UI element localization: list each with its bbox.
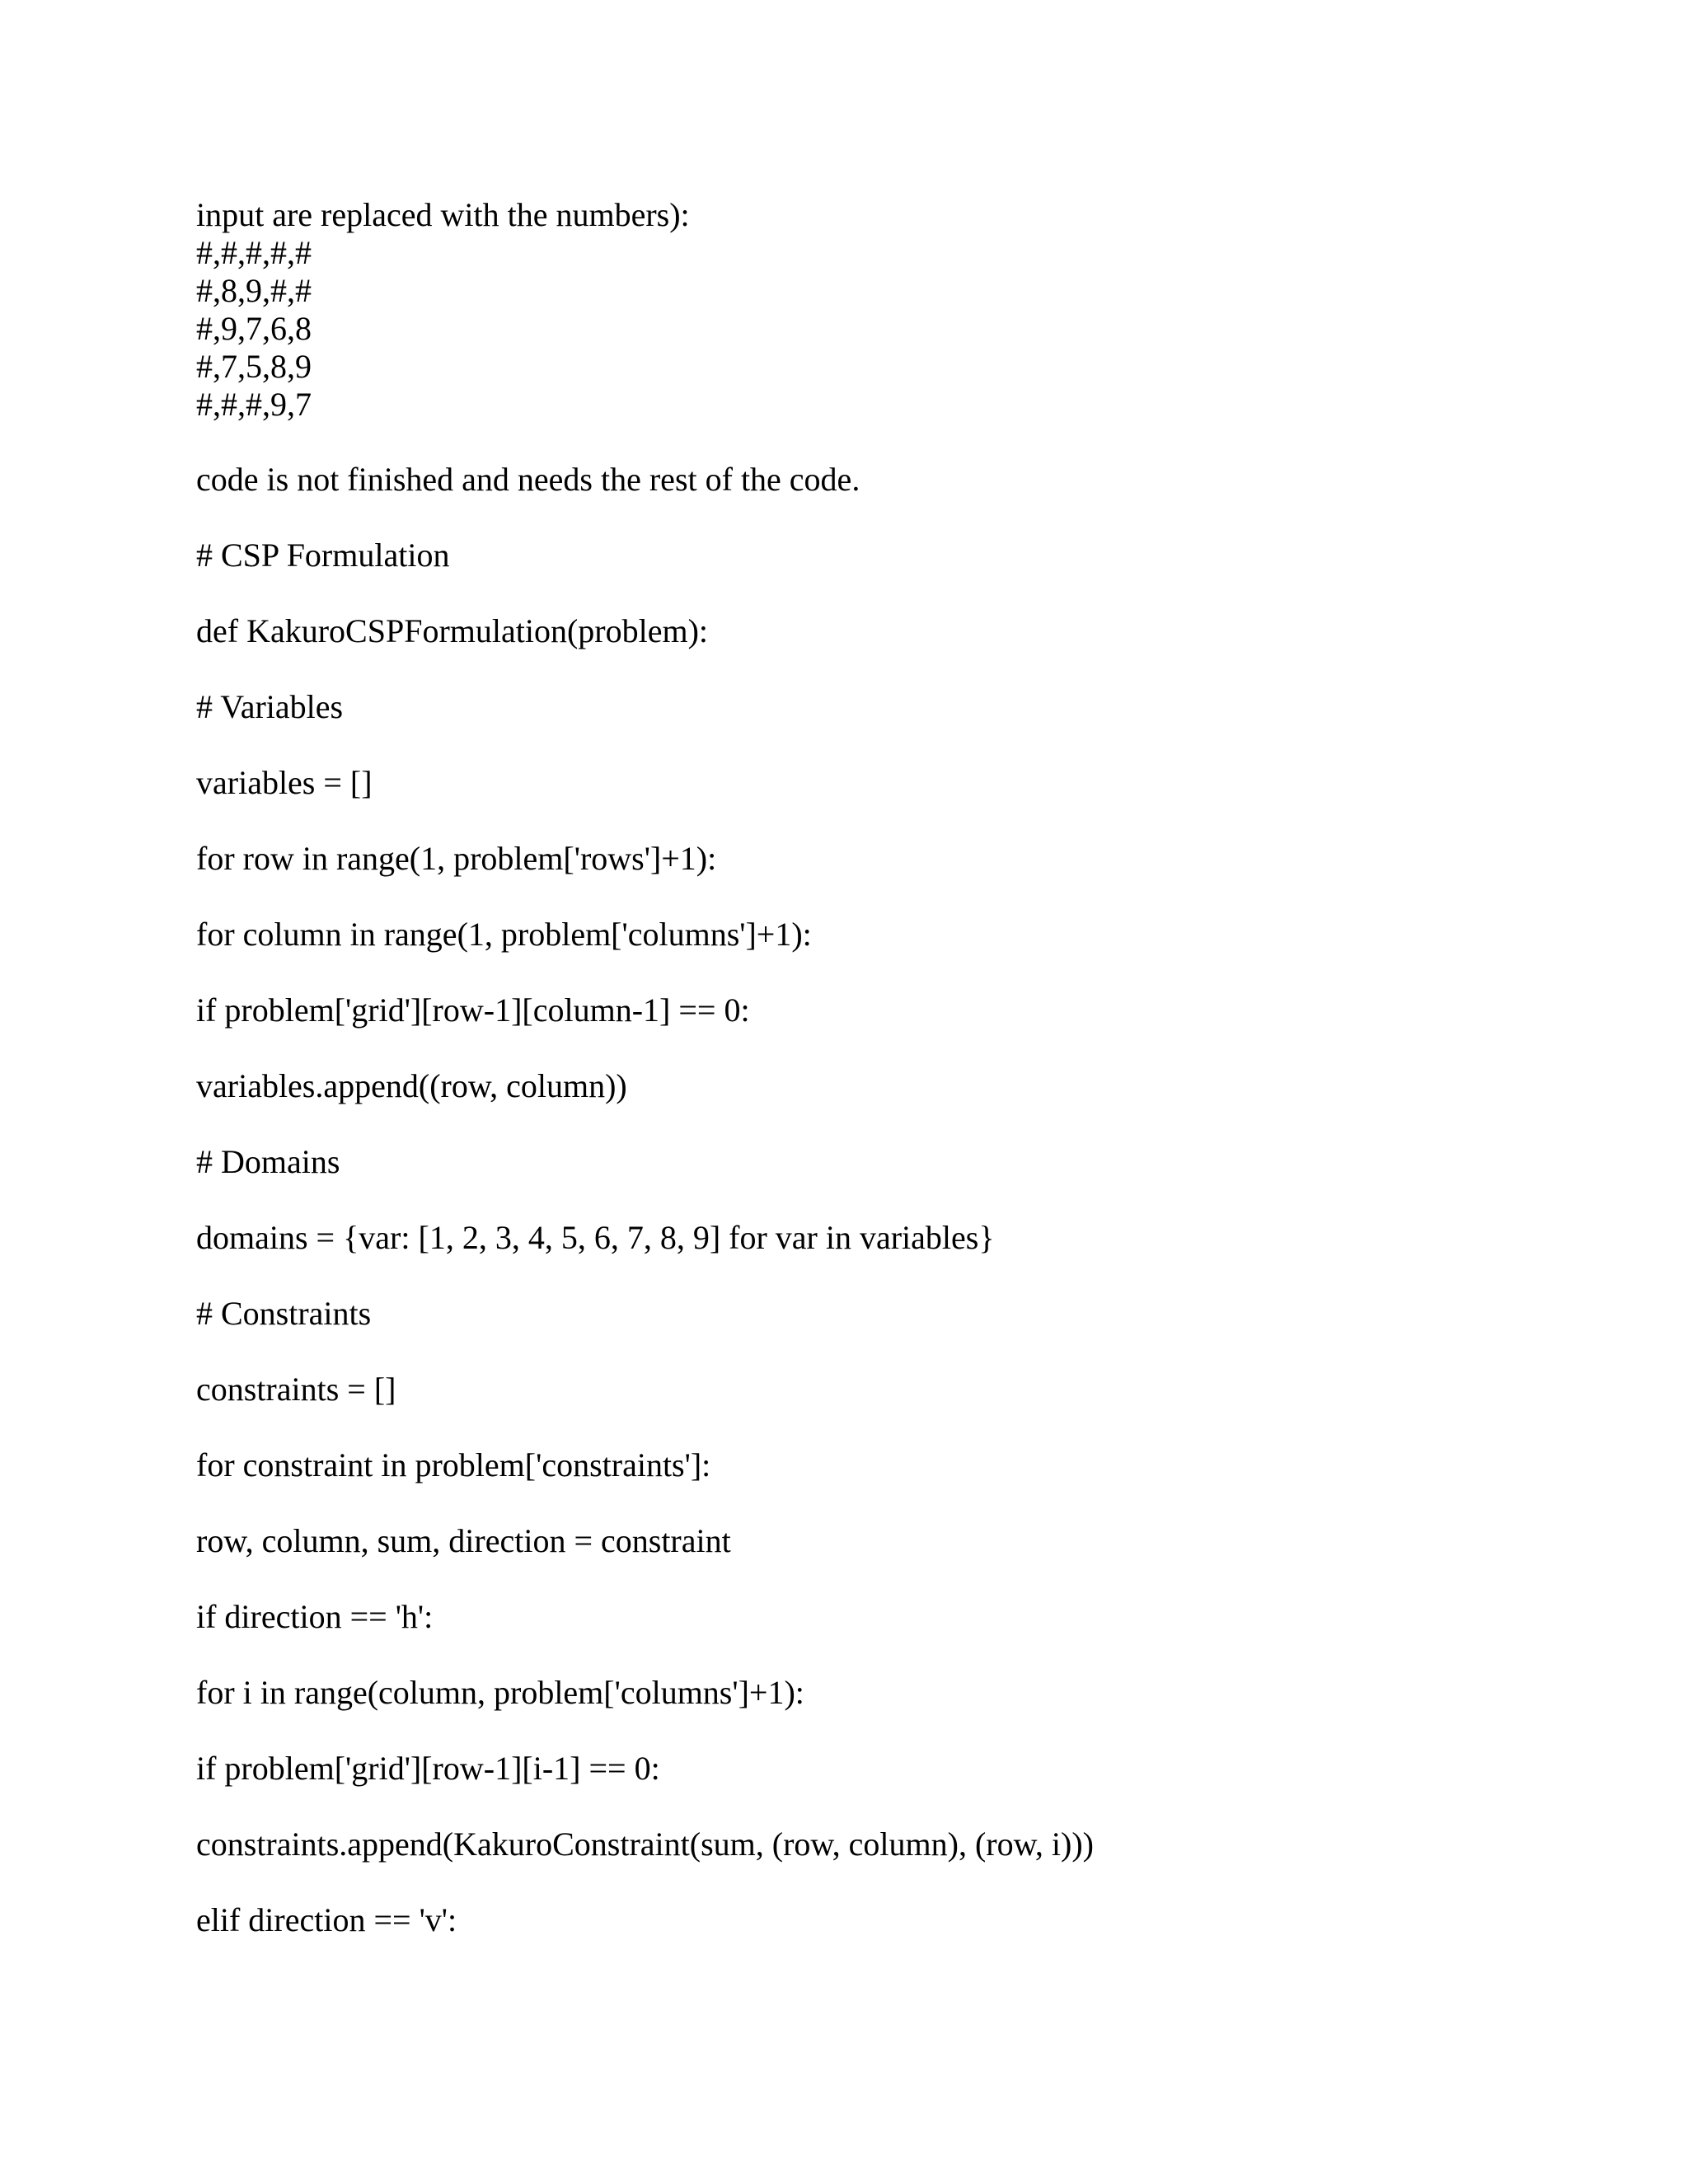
code-line: elif direction == 'v': bbox=[196, 1901, 457, 1938]
code-line: if direction == 'h': bbox=[196, 1598, 434, 1635]
grid-row-3: #,9,7,6,8 bbox=[196, 310, 312, 347]
intro-line: input are replaced with the numbers): bbox=[196, 196, 690, 233]
code-line: # Constraints bbox=[196, 1295, 372, 1332]
code-line: if problem['grid'][row-1][i-1] == 0: bbox=[196, 1750, 660, 1787]
code-line: # CSP Formulation bbox=[196, 537, 450, 574]
grid-row-4: #,7,5,8,9 bbox=[196, 348, 312, 385]
code-line: if problem['grid'][row-1][column-1] == 0: bbox=[196, 991, 750, 1029]
code-line: for row in range(1, problem['rows']+1): bbox=[196, 840, 717, 877]
grid-row-2: #,8,9,#,# bbox=[196, 272, 312, 309]
code-line: constraints = [] bbox=[196, 1371, 396, 1408]
code-line: # Domains bbox=[196, 1143, 340, 1180]
code-line: # Variables bbox=[196, 688, 344, 725]
grid-row-5: #,#,#,9,7 bbox=[196, 386, 312, 423]
code-line: variables.append((row, column)) bbox=[196, 1067, 627, 1104]
code-line: row, column, sum, direction = constraint bbox=[196, 1522, 731, 1559]
code-line: for column in range(1, problem['columns']+1): bbox=[196, 916, 812, 953]
grid-row-1: #,#,#,#,# bbox=[196, 234, 312, 271]
code-line: variables = [] bbox=[196, 764, 373, 801]
code-line: for i in range(column, problem['columns']+1): bbox=[196, 1674, 804, 1711]
code-line: def KakuroCSPFormulation(problem): bbox=[196, 612, 709, 649]
code-line: constraints.append(KakuroConstraint(sum, (row, column), (row, i))) bbox=[196, 1825, 1094, 1863]
code-line: domains = {var: [1, 2, 3, 4, 5, 6, 7, 8, 9] for var in variables} bbox=[196, 1219, 995, 1256]
code-line: for constraint in problem['constraints']: bbox=[196, 1446, 711, 1483]
note-line: code is not finished and needs the rest of the code. bbox=[196, 461, 860, 498]
